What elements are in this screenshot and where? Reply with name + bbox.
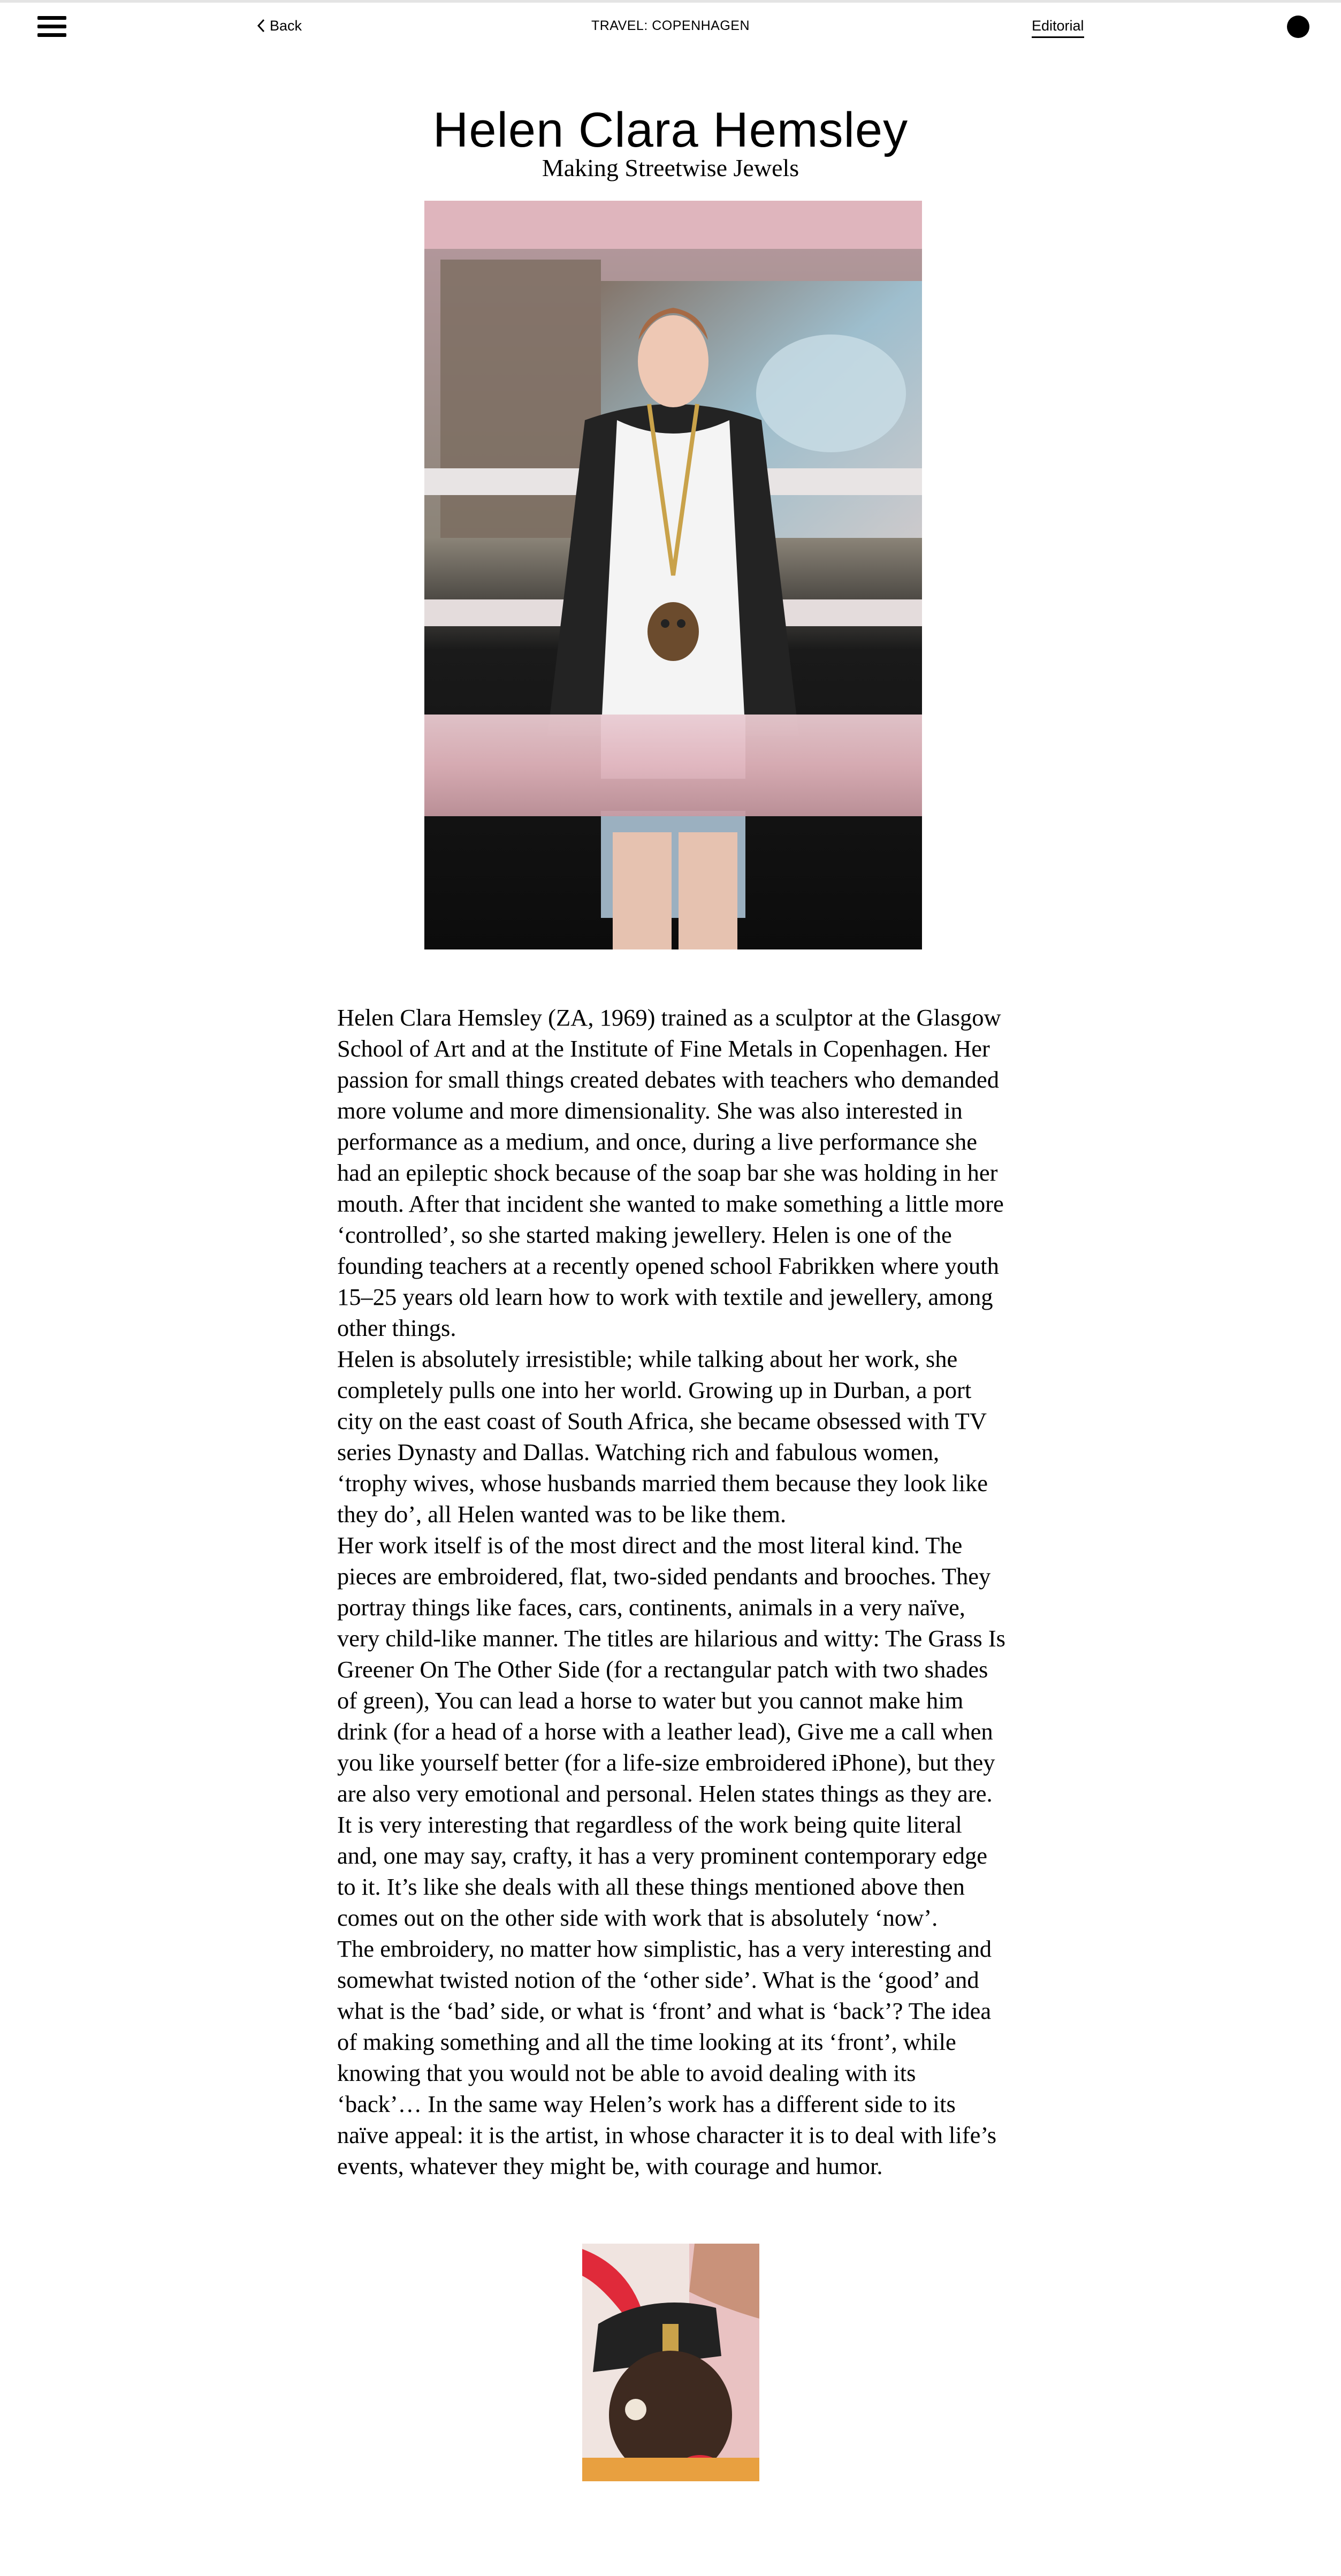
top-border [0, 0, 1341, 3]
article-paragraph: Helen is absolutely irresistible; while talking about her work, she completely pulls one into her world. Growing up in Durban, a port city on the east coast of South Africa, she became obsessed with TV series Dynasty and Dallas. Watching rich and fabulous women, ‘trophy wives, whose husbands married them because they look like they do’, all Helen wanted was to be like them. [337, 1346, 988, 1528]
portrait-illustration [424, 201, 922, 949]
article-body [337, 1002, 1006, 2182]
section-title: TRAVEL: COPENHAGEN [591, 18, 750, 33]
article-paragraph: The embroidery, no matter how simplistic, has a very interesting and somewhat twisted notion of the ‘other side’. What is the ‘good’ and what is the ‘bad’ side, or what is ‘front’ and what is ‘back’? The idea of making something and all the time looking at its ‘front’, while knowing that you would not be able to avoid dealing with its ‘back’… In the same way Helen’s work has a different side to its naïve appeal: it is the artist, in whose character it is to deal with life’s events, whatever they might be, with courage and humor. [337, 1935, 997, 2179]
portrait-photo [424, 201, 922, 949]
article-paragraph: Her work itself is of the most direct and the most literal kind. The pieces are embroidered, flat, two-sided pendants and brooches. They portray things like faces, cars, continents, animals in a very naïve, very child-like manner. The titles are hilarious and witty: The Grass Is Greener On The Other Side (for a rectangular patch with two shades of green), You can lead a horse to water but you cannot make him drink (for a head of a horse with a leather lead), Give me a call when you like yourself better (for a life-size embroidered iPhone), but they are also very emotional and personal. Helen states things as they are. It is very interesting that regardless of the work being quite literal and, one may say, crafty, it has a very prominent contemporary edge to it. It’s like she deals with all these things mentioned above then comes out on the other side with work that is absolutely ‘now’. [337, 1532, 1005, 1931]
pendant-illustration [582, 2244, 759, 2481]
article-paragraph: Helen Clara Hemsley (ZA, 1969) trained as a sculptor at the Glasgow School of Art and at the Institute of Fine Metals in Copenhagen. Her passion for small things created debates with teachers who demanded more volume and more dimensionality. She was also interested in performance as a medium, and once, during a live performance she had an epileptic shock because of the soap bar she was holding in her mouth. After that incident she wanted to make something a little more ‘controlled’, so she started making jewellery. Helen is one of the founding teachers at a recently opened school Fabrikken where youth 15–25 years old learn how to work with textile and jewellery, among other things. [337, 1004, 1004, 1341]
editorial-link[interactable]: Editorial [1032, 15, 1084, 38]
article-title: Helen Clara Hemsley [432, 103, 909, 157]
embroidered-pendant-photo [582, 2244, 759, 2481]
back-label: Back [270, 17, 302, 34]
article-subtitle: Making Streetwise Jewels [542, 154, 799, 181]
circle-dot-icon[interactable] [1287, 16, 1309, 38]
